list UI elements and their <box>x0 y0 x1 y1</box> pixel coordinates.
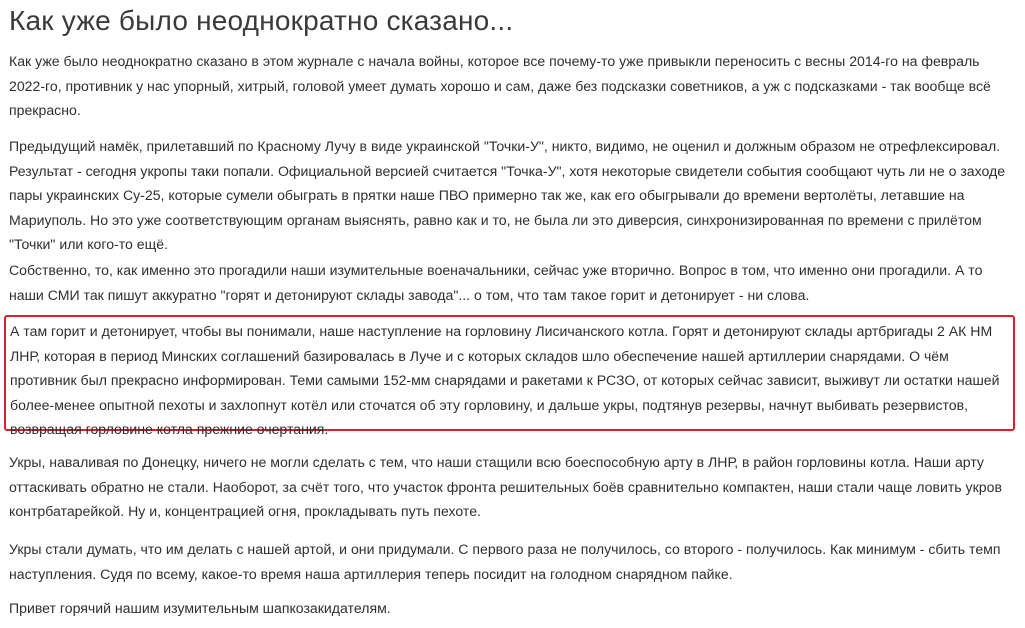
article-paragraph-3: Собственно, то, как именно это прогадили наши изумительные военачальники, сейчас уже вторично. Вопрос в том, что именно они прогадили. А то наши СМИ так пишут аккуратно "горят и детонируют склады завода"... о том, что там такое горит и детонирует - ни слова. <box>9 262 983 303</box>
article-paragraph-5: Укры, наваливая по Донецку, ничего не могли сделать с тем, что наши стащили всю боеспособную арту в ЛНР, в район горловины котла. Наши арту оттаскивать обратно не стали. Наоборот, за счёт того, что участок фронта решительных боёв сравнительно компактен, наши стали чаще ловить укров контрбатарейкой. Ну и, концентрацией огня, прокладывать путь пехоте. <box>9 454 1002 519</box>
article-paragraph-1: Как уже было неоднократно сказано в этом журнале с начала войны, которое все почему-то уже привыкли переносить с весны 2014-го на февраль 2022-го, противник у нас упорный, хитрый, головой умеет думать хорошо и сам, даже без подсказки советников, а уж с подсказками - так вообще всё прекрасно. <box>9 53 991 118</box>
article-paragraph-2: Предыдущий намёк, прилетавший по Красному Лучу в виде украинской "Точки-У", никто, видимо, не оценил и должным образом не отрефлексировал. Результат - сегодня укропы таки попали. Официальной версией считается "Точка-У", хотя некоторые свидетели события сообщают чуть ли не о заходе пары украинских Су-25, которые сумели обыграть в прятки наше ПВО примерно так же, как его обыгрывали до времени вертолёты, летавшие на Мариуполь. Но это уже соответствующим органам выяснять, равно как и то, не была ли это диверсия, синхронизированная по времени с прилётом "Точки" или кого-то ещё. <box>9 138 1006 252</box>
article-title: Как уже было неоднократно сказано... <box>9 5 514 36</box>
article-paragraph-6: Укры стали думать, что им делать с нашей артой, и они придумали. С первого раза не получилось, со второго - получилось. Как минимум - сбить темп наступления. Судя по всему, какое-то время наша артиллерия теперь посидит на голодном снарядном пайке. <box>9 541 1001 582</box>
highlighted-paragraph: А там горит и детонирует, чтобы вы понимали, наше наступление на горловину Лисичанского котла. Горят и детонируют склады артбригады 2 АК НМ ЛНР, которая в период Минских соглашений базировалась в Луче и с которых складов шло обеспечение нашей артиллерии снарядами. О чём противник был прекрасно информирован. Теми самыми 152-мм снарядами и ракетами к РСЗО, от которых сейчас зависит, выживут ли остатки нашей более-менее опытной пехоты и захлопнут котёл или сточатся об эту горловину, и дальше укры, подтянув резервы, начнут выбивать резервистов, возвращая горловине котла прежние очертания. <box>10 323 1000 437</box>
article-paragraph-7: Привет горячий нашим изумительным шапкозакидателям. <box>9 600 391 616</box>
